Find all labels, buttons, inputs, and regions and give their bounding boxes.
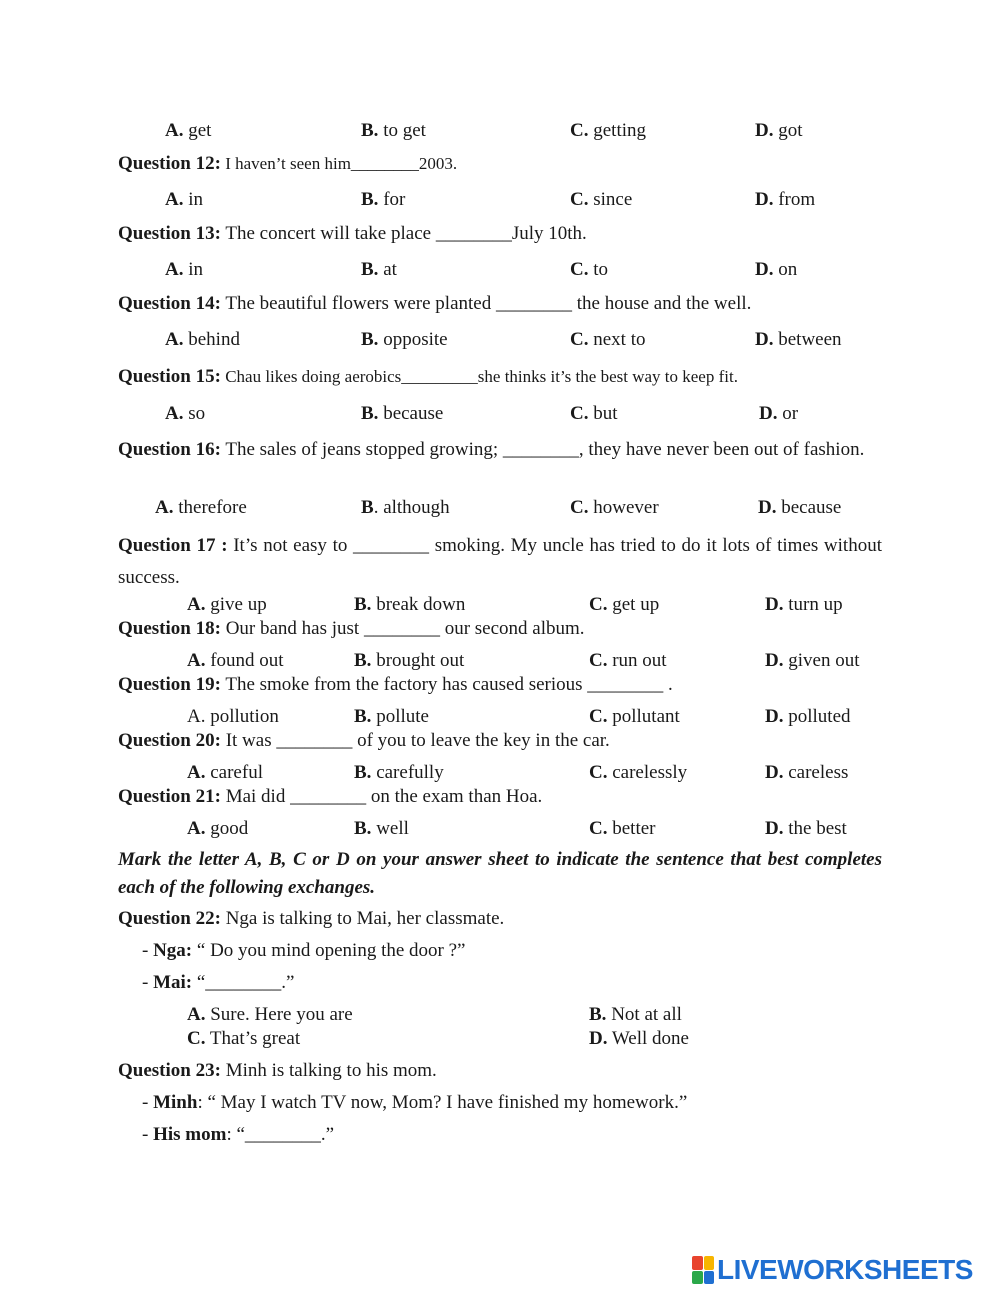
logo-square-blue [704, 1271, 715, 1285]
option-d[interactable]: D. careless [765, 762, 849, 783]
option-a[interactable]: A. so [165, 403, 206, 424]
option-b[interactable]: B. Not at all [589, 1004, 682, 1025]
section-instruction: Mark the letter A, B, C or D on your answer sheet to indicate the sentence that best completes each of the following exchanges. [118, 849, 882, 898]
option-c[interactable]: C. get up [589, 594, 660, 615]
option-d[interactable]: D. from [755, 189, 816, 210]
option-a[interactable]: A. found out [187, 650, 284, 671]
option-d[interactable]: D. or [759, 403, 799, 424]
option-a[interactable]: A. give up [187, 594, 267, 615]
option-c[interactable]: C. but [570, 403, 618, 424]
option-b[interactable]: B. pollute [354, 706, 429, 727]
option-b[interactable]: B. although [361, 497, 450, 518]
option-b[interactable]: B. for [361, 189, 406, 210]
question-20: Question 20: It was ________ of you to leave the key in the car. [118, 730, 610, 751]
option-d[interactable]: D. between [755, 329, 842, 350]
option-d[interactable]: D. the best [765, 818, 847, 839]
option-c[interactable]: C. getting [570, 120, 647, 141]
liveworksheets-logo-icon [692, 1256, 714, 1284]
option-c[interactable]: C. next to [570, 329, 646, 350]
question-12: Question 12: I haven’t seen him________2003. [118, 153, 458, 174]
dialogue-line-nga: - Nga: “ Do you mind opening the door ?” [142, 940, 466, 961]
option-b[interactable]: B. opposite [361, 329, 448, 350]
logo-square-green [692, 1271, 703, 1285]
option-b[interactable]: B. well [354, 818, 409, 839]
option-c[interactable]: C. since [570, 189, 633, 210]
option-a[interactable]: A. good [187, 818, 249, 839]
option-d[interactable]: D. got [755, 120, 803, 141]
option-a[interactable]: A. pollution [187, 706, 279, 727]
option-d[interactable]: D. on [755, 259, 798, 280]
option-c[interactable]: C. pollutant [589, 706, 680, 727]
option-a[interactable]: A. in [165, 189, 204, 210]
option-b[interactable]: B. at [361, 259, 397, 280]
option-d[interactable]: D. polluted [765, 706, 851, 727]
option-b[interactable]: B. because [361, 403, 444, 424]
option-c[interactable]: C. better [589, 818, 656, 839]
question-19: Question 19: The smoke from the factory has caused serious ________ . [118, 674, 673, 695]
question-17: Question 17 : It’s not easy to ________ smoking. My uncle has tried to do it lots of times without success. [118, 535, 882, 588]
option-d[interactable]: D. because [758, 497, 842, 518]
option-a[interactable]: A. Sure. Here you are [187, 1004, 353, 1025]
option-a[interactable]: A. get [165, 120, 212, 141]
option-d[interactable]: D. turn up [765, 594, 843, 615]
question-22: Question 22: Nga is talking to Mai, her classmate. [118, 908, 505, 929]
option-a[interactable]: A. therefore [155, 497, 247, 518]
question-15: Question 15: Chau likes doing aerobics_________she thinks it’s the best way to keep fit. [118, 366, 738, 387]
question-13: Question 13: The concert will take place ________July 10th. [118, 223, 587, 244]
option-b[interactable]: B. to get [361, 120, 426, 141]
option-c[interactable]: C. however [570, 497, 659, 518]
logo-square-red [692, 1256, 703, 1270]
question-14: Question 14: The beautiful flowers were planted ________ the house and the well. [118, 293, 752, 314]
option-a[interactable]: A. behind [165, 329, 240, 350]
dialogue-line-mom: - His mom: “________.” [142, 1124, 335, 1145]
question-23: Question 23: Minh is talking to his mom. [118, 1060, 437, 1081]
dialogue-line-mai: - Mai: “________.” [142, 972, 295, 993]
option-b[interactable]: B. carefully [354, 762, 444, 783]
option-d[interactable]: D. given out [765, 650, 860, 671]
option-c[interactable]: C. run out [589, 650, 667, 671]
logo-square-yellow [704, 1256, 715, 1270]
option-a[interactable]: A. in [165, 259, 204, 280]
option-a[interactable]: A. careful [187, 762, 263, 783]
dialogue-line-minh: - Minh: “ May I watch TV now, Mom? I have finished my homework.” [142, 1092, 688, 1113]
liveworksheets-logo [692, 1254, 973, 1286]
option-b[interactable]: B. brought out [354, 650, 465, 671]
option-b[interactable]: B. break down [354, 594, 466, 615]
liveworksheets-logo-text: LIVEWORKSHEETS [717, 1254, 973, 1285]
option-c[interactable]: C. to [570, 259, 609, 280]
question-21: Question 21: Mai did ________ on the exam than Hoa. [118, 786, 543, 807]
option-d[interactable]: D. Well done [589, 1028, 689, 1049]
option-c[interactable]: C. carelessly [589, 762, 688, 783]
question-18: Question 18: Our band has just ________ our second album. [118, 618, 585, 639]
question-16: Question 16: The sales of jeans stopped growing; ________, they have never been out of fashion. [118, 439, 865, 460]
option-c[interactable]: C. That’s great [187, 1028, 301, 1049]
